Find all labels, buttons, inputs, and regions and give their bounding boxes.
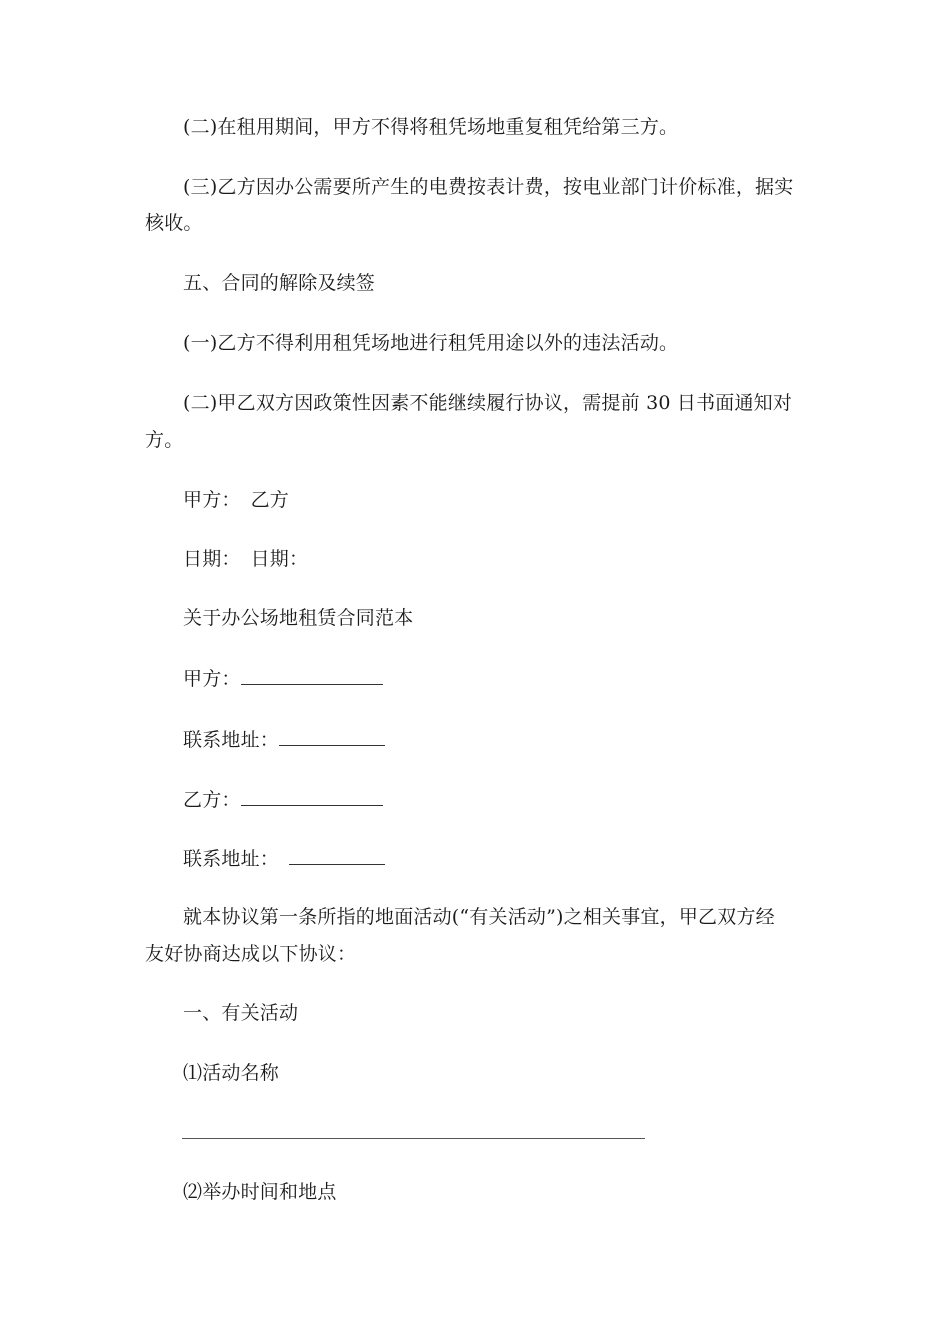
intro-line2: 友好协商达成以下协议： (145, 943, 357, 965)
date-b-label: 日期： (250, 548, 309, 570)
clause-notice-line2: 方。 (145, 429, 184, 451)
party-b-blank[interactable] (241, 787, 383, 806)
form-row-party-b (183, 787, 383, 812)
form-party-b-label: 乙方： (183, 789, 241, 811)
date-a-label: 日期： (183, 548, 241, 570)
section-heading-termination: 五、合同的解除及续签 (183, 272, 376, 294)
item-time-and-place: ⑵举办时间和地点 (183, 1181, 337, 1203)
party-a-blank[interactable] (241, 666, 383, 685)
contract-title: 关于办公场地租赁合同范本 (183, 607, 414, 629)
item-activity-name: ⑴活动名称 (183, 1062, 280, 1084)
party-a-label: 甲方： (183, 489, 241, 511)
clause-electricity-line1: (三)乙方因办公需要所产生的电费按表计费，按电业部门计价标准，据实 (183, 176, 794, 198)
address-1-blank[interactable] (279, 727, 385, 746)
party-b-label: 乙方 (250, 489, 290, 511)
form-party-a-label: 甲方： (183, 668, 241, 690)
signature-parties (183, 488, 289, 512)
form-row-party-a (183, 666, 383, 691)
clause-no-illegal-use: (一)乙方不得利用租凭场地进行租凭用途以外的违法活动。 (183, 332, 679, 354)
form-address-1-label: 联系地址： (183, 729, 280, 751)
form-row-address-1 (183, 727, 385, 752)
activity-name-blank-line[interactable] (182, 1138, 645, 1139)
form-row-address-2 (183, 846, 385, 871)
form-address-2-label: 联系地址： (183, 848, 280, 870)
address-2-blank[interactable] (289, 846, 385, 865)
clause-no-sublease: (二)在租用期间，甲方不得将租凭场地重复租凭给第三方。 (183, 116, 679, 138)
clause-notice-line1: (二)甲乙双方因政策性因素不能继续履行协议，需提前 30 日书面通知对 (183, 392, 793, 414)
clause-electricity-line2: 核收。 (145, 212, 203, 234)
signature-dates (183, 547, 308, 571)
section-heading-activities: 一、有关活动 (183, 1002, 299, 1024)
intro-line1: 就本协议第一条所指的地面活动(“有关活动”)之相关事宜，甲乙双方经 (183, 906, 775, 928)
